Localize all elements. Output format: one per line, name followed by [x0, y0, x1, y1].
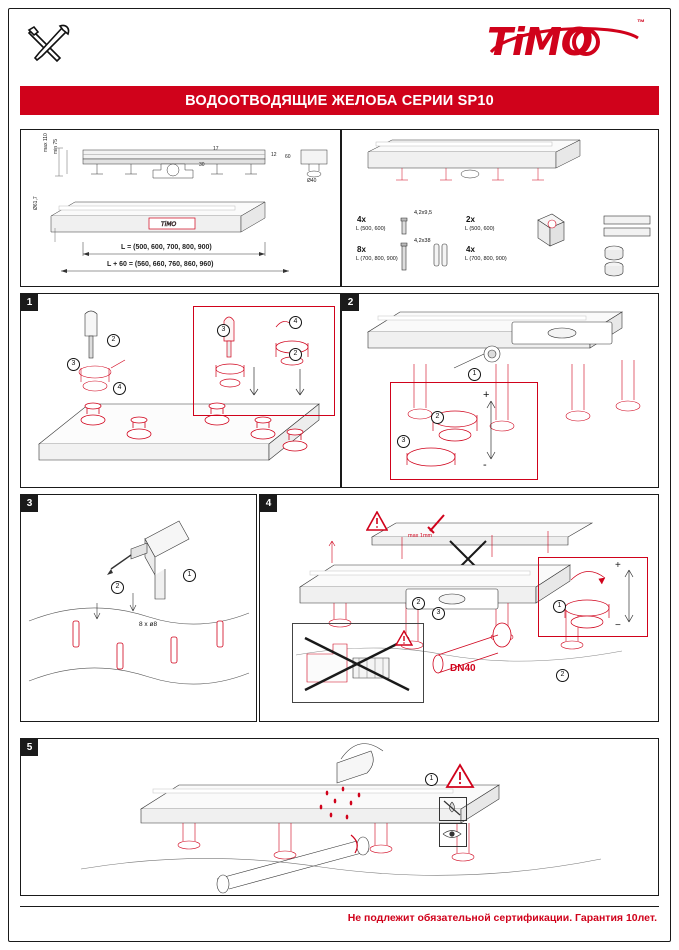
- dim-flange-diameter: Ø61,7: [33, 196, 39, 210]
- callout-1-3b: 3: [217, 324, 230, 337]
- part-note-3: L (700, 800, 900): [465, 256, 507, 262]
- plus-sign-step4: +: [615, 560, 621, 571]
- warning-triangle-icon: [366, 511, 388, 531]
- dowel-icon: [434, 244, 447, 266]
- brand-name: TiMO: [487, 20, 593, 64]
- step-number-1: 1: [21, 294, 38, 311]
- page-title: [20, 86, 659, 115]
- callout-1-4: 4: [113, 382, 126, 395]
- step-number-5: 5: [21, 739, 38, 756]
- bracket-icon: [538, 214, 564, 246]
- callout-1-2b: 2: [289, 348, 302, 361]
- part-note-2: L (500, 600): [465, 226, 495, 232]
- part-qty-2: 2x: [466, 215, 475, 224]
- part-size-0: 4,2x9,5: [414, 210, 433, 216]
- part-qty-0: 4x: [357, 215, 366, 224]
- part-size-1: 4,2x38: [414, 238, 431, 244]
- callout-3-1: 1: [183, 569, 196, 582]
- dn40-pipe: [426, 621, 526, 691]
- part-note-1: L (700, 800, 900): [356, 256, 398, 262]
- step-panel-1: [20, 293, 341, 488]
- drill-spec-label: 8 x ø8: [139, 621, 158, 628]
- dim-small-4: 17: [213, 146, 219, 152]
- callout-4-2b: 2: [556, 669, 569, 682]
- step-panel-3: [20, 494, 257, 722]
- spec-panel: [20, 129, 341, 287]
- step-number-4: 4: [260, 495, 277, 512]
- parts-panel: [341, 129, 659, 287]
- header: [12, 14, 667, 76]
- length-line-1: L = (500, 600, 700, 800, 900): [121, 244, 212, 251]
- minus-sign-step4: −: [615, 620, 621, 631]
- dim-small-1: 12: [271, 152, 277, 158]
- no-drip-icon: [439, 797, 467, 821]
- step-number-2: 2: [342, 294, 359, 311]
- wrench-screwdriver-icon: [26, 24, 72, 66]
- step2-detail-box: [390, 382, 538, 480]
- part-qty-1: 8x: [357, 245, 366, 254]
- callout-5-1: 1: [425, 773, 438, 786]
- step-panel-5: [20, 738, 659, 896]
- minus-sign-step2: -: [483, 459, 487, 471]
- seal-strip-icon: [604, 216, 650, 236]
- plus-sign-step2: +: [483, 389, 490, 401]
- step1-detail-box: [193, 306, 335, 416]
- footer-note: Не подлежит обязательной сертификации. Гарантия 10лет.: [347, 912, 657, 924]
- part-note-0: L (500, 600): [356, 226, 386, 232]
- callout-4-3: 3: [432, 607, 445, 620]
- screw-long-icon: [401, 243, 407, 270]
- dim-small-3: 30: [199, 162, 205, 168]
- screw-icon: [401, 218, 407, 234]
- svg-text:TiMO: TiMO: [161, 221, 177, 228]
- dim-small-2: 60: [285, 154, 291, 160]
- warning-triangle-icon-2: [395, 630, 413, 646]
- dim-min-height: min 75: [53, 138, 59, 154]
- callout-1-2: 2: [107, 334, 120, 347]
- callout-2-3: 3: [397, 435, 410, 448]
- dn40-label: DN40: [450, 663, 476, 674]
- step4-detail-box: [538, 557, 648, 637]
- step-panel-2: [341, 293, 659, 488]
- sleeve-icon: [605, 246, 623, 276]
- step-panel-4: [259, 494, 659, 722]
- warning-triangle-icon-3: [445, 763, 475, 789]
- eye-inspect-icon: [439, 823, 467, 847]
- callout-2-1: 1: [468, 368, 481, 381]
- part-qty-3: 4x: [466, 245, 475, 254]
- step4-prohibition-box: [292, 623, 424, 703]
- callout-4-2: 2: [412, 597, 425, 610]
- brand-logo: [487, 18, 647, 74]
- callout-4-1: 1: [553, 600, 566, 613]
- dim-outlet-diameter: Ø40: [307, 178, 317, 184]
- step-number-3: 3: [21, 495, 38, 512]
- footer-divider: [20, 906, 659, 907]
- brand-trademark: ™: [637, 18, 645, 27]
- length-line-2: L + 60 = (560, 660, 760, 860, 960): [107, 261, 214, 268]
- max-gap-label: max 1mm: [408, 533, 433, 539]
- callout-1-4b: 4: [289, 316, 302, 329]
- callout-2-2: 2: [431, 411, 444, 424]
- callout-1-3: 3: [67, 358, 80, 371]
- page-title-text: ВОДООТВОДЯЩИЕ ЖЕЛОБА СЕРИИ SP10: [185, 92, 494, 109]
- callout-3-2: 2: [111, 581, 124, 594]
- dim-max-height: max 110: [43, 133, 49, 152]
